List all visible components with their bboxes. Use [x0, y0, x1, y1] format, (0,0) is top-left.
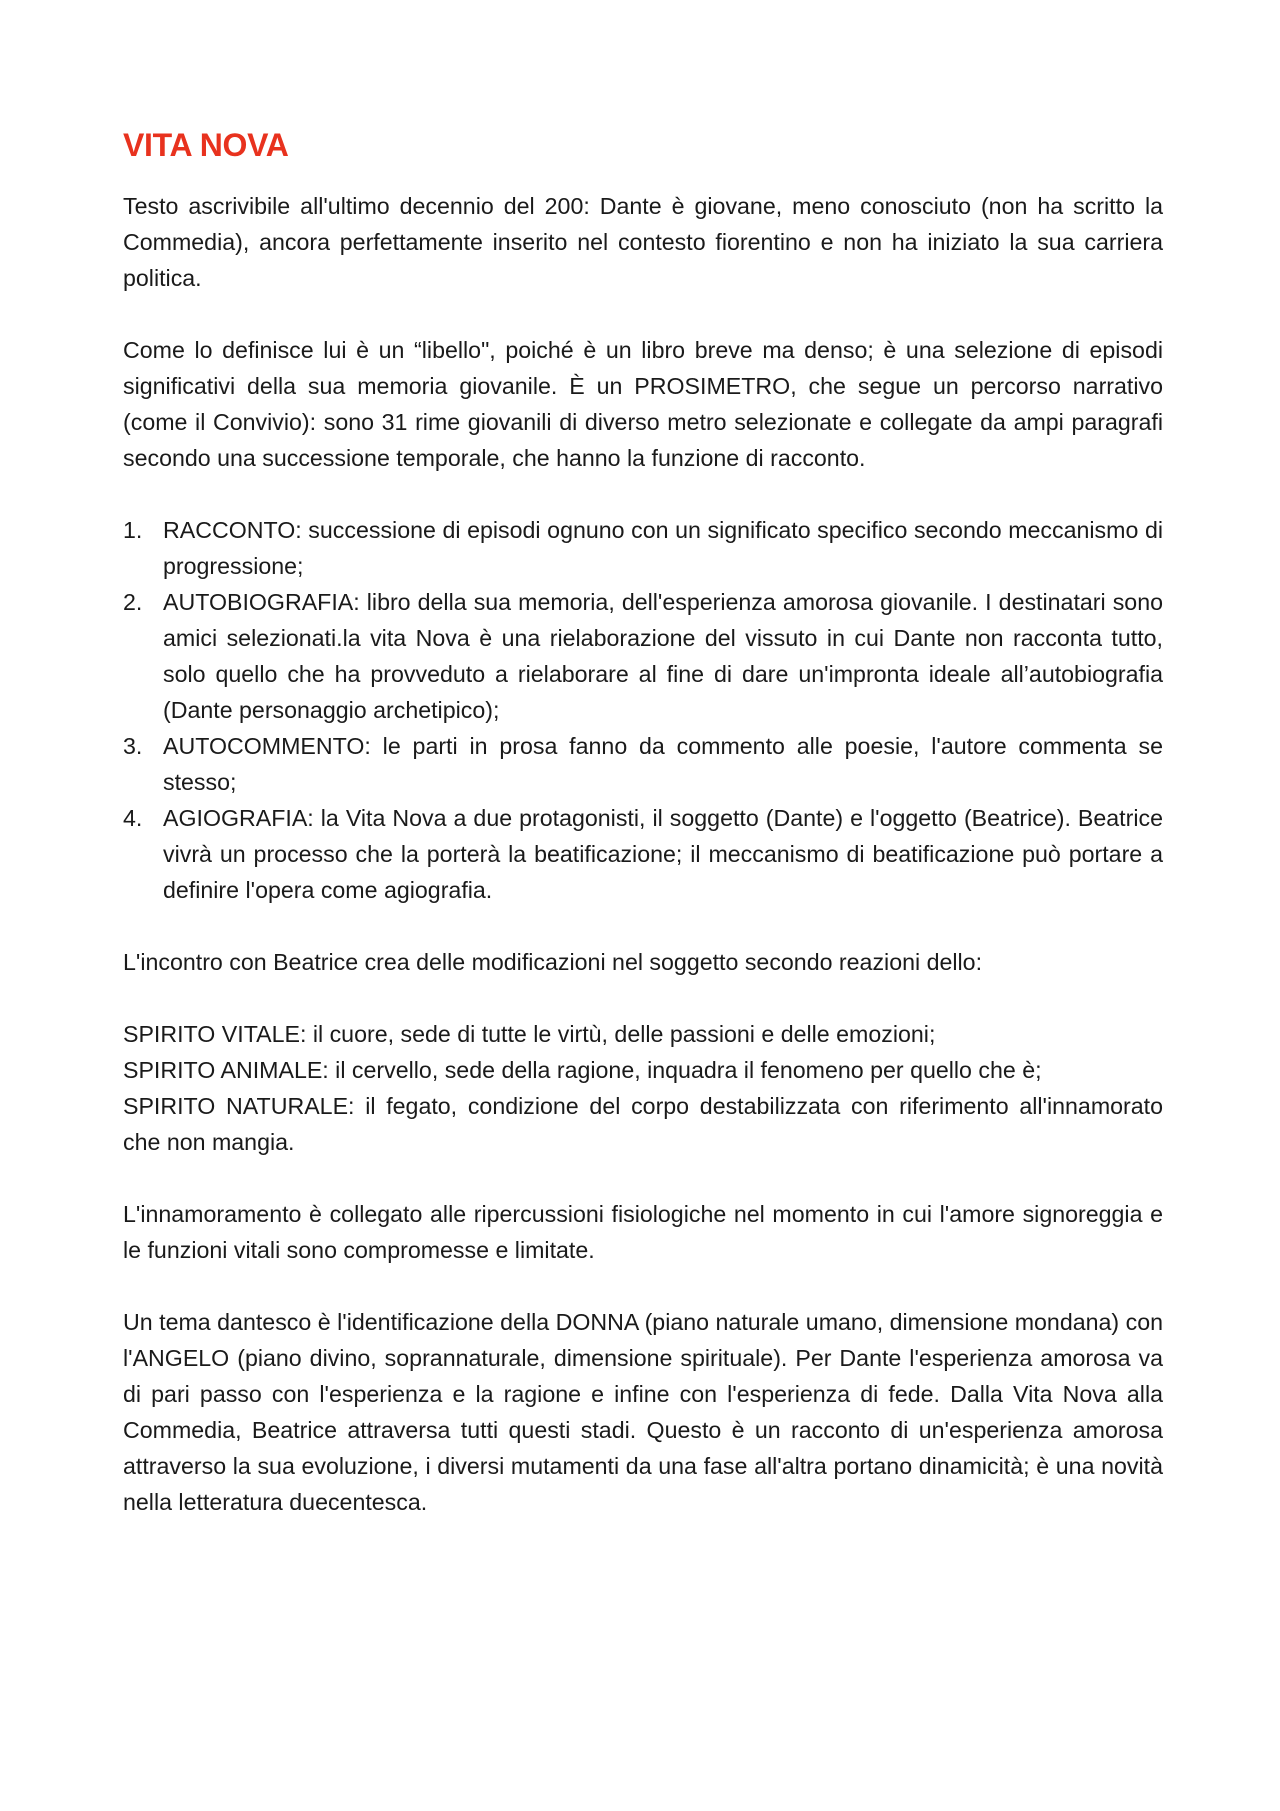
list-item-text: AUTOBIOGRAFIA: libro della sua memoria, dell'esperienza amorosa giovanile. I destinatari sono amici selezionati.la vita Nova è una rielaborazione del vissuto in cui Dante non racconta tutto, solo quello che ha provveduto a rielaborare al fine di dare un'impronta ideale all’autobiografia (Dante personaggio archetipico); [163, 589, 1163, 723]
list-item [123, 584, 1163, 728]
paragraph-tema-dantesco: Un tema dantesco è l'identificazione della DONNA (piano naturale umano, dimensione mondana) con l'ANGELO (piano divino, soprannaturale, dimensione spirituale). Per Dante l'esperienza amorosa va di pari passo con l'esperienza e la ragione e infine con l'esperienza di fede. Dalla Vita Nova alla Commedia, Beatrice attraversa tutti questi stadi. Questo è un racconto di un'esperienza amorosa attraverso la sua evoluzione, i diversi mutamenti da una fase all'altra portano dinamicità; è una novità nella letteratura duecentesca. [123, 1309, 1163, 1515]
list-item [123, 800, 1163, 908]
list-item-text: AUTOCOMMENTO: le parti in prosa fanno da commento alle poesie, l'autore commenta se stesso; [163, 733, 1163, 795]
list-item-text: RACCONTO: successione di episodi ognuno con un significato specifico secondo meccanismo di progressione; [163, 517, 1163, 579]
paragraph-innamoramento: L'innamoramento è collegato alle ripercussioni fisiologiche nel momento in cui l'amore signoreggia e le funzioni vitali sono compromesse e limitate. [123, 1201, 1163, 1263]
paragraph-intro: Testo ascrivibile all'ultimo decennio del 200: Dante è giovane, meno conosciuto (non ha scritto la Commedia), ancora perfettamente inserito nel contesto fiorentino e non ha iniziato la sua carriera politica. [123, 193, 1163, 291]
paragraph-libello: Come lo definisce lui è un “libello", poiché è un libro breve ma denso; è una selezione di episodi significativi della sua memoria giovanile. È un PROSIMETRO, che segue un percorso narrativo (come il Convivio): sono 31 rime giovanili di diverso metro selezionate e collegate da ampi paragrafi secondo una successione temporale, che hanno la funzione di racconto. [123, 337, 1163, 471]
topics-list [123, 512, 1163, 908]
list-item [123, 512, 1163, 584]
spirit-naturale: SPIRITO NATURALE: il fegato, condizione del corpo destabilizzata con riferimento all'innamorato che non mangia. [123, 1093, 1163, 1155]
list-item-number: 4. [123, 805, 143, 831]
spirit-vitale: SPIRITO VITALE: il cuore, sede di tutte le virtù, delle passioni e delle emozioni; [123, 1021, 936, 1047]
list-item-number: 3. [123, 733, 143, 759]
document-title: VITA NOVA [123, 127, 289, 163]
spirit-animale: SPIRITO ANIMALE: il cervello, sede della ragione, inquadra il fenomeno per quello che è; [123, 1057, 1042, 1083]
list-item-text: AGIOGRAFIA: la Vita Nova a due protagonisti, il soggetto (Dante) e l'oggetto (Beatrice). Beatrice vivrà un processo che la porterà la beatificazione; il meccanismo di beatificazione può portare a definire l'opera come agiografia. [163, 805, 1163, 903]
spirits-block [123, 1016, 1163, 1160]
list-item [123, 728, 1163, 800]
paragraph-spirits-intro: L'incontro con Beatrice crea delle modificazioni nel soggetto secondo reazioni dello: [123, 949, 983, 975]
list-item-number: 1. [123, 517, 143, 543]
list-item-number: 2. [123, 589, 143, 615]
